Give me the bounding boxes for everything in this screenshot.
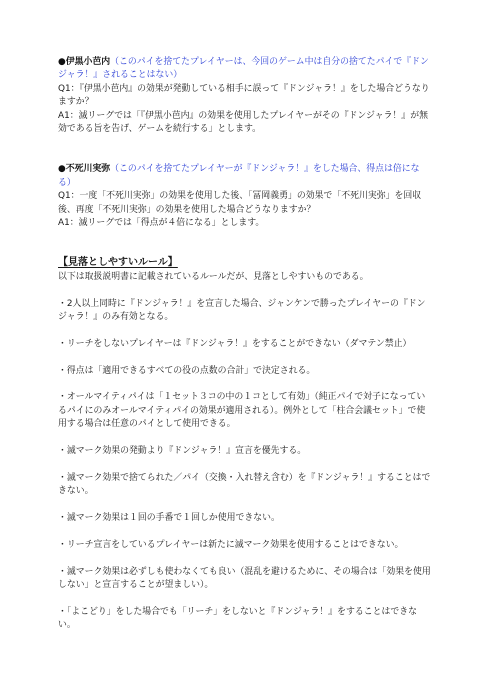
card-answer: A1：滅リーグでは「得点が４倍になる」とします。 [58,218,265,229]
rule-item: ・滅マーク効果の発動より『ドンジャラ！』宣言を優先する。 [58,446,307,457]
section-intro: 以下は取扱説明書に記載されているルールだが、見落としやすいものである。 [58,271,369,282]
card-entry-iguro [58,56,431,136]
card-name: ●伊黒小芭内 [58,57,111,67]
card-effect-note: （このパイを捨てたプレイヤーが『ドンジャラ！』をした場合、得点は倍になる） [58,164,420,188]
rule-item: ・滅マーク効果は必ずしも使わなくても良い（混乱を避けるために、その場合は「効果を使用しない」と宣言することが望ましい）。 [58,566,431,591]
card-name: ●不死川実弥 [58,164,111,175]
spacer [58,136,431,163]
spacer [58,230,431,256]
card-heading [58,163,431,190]
card-effect-note: （このパイを捨てたプレイヤーは、今回のゲーム中は自分の捨てたパイで『ドンジャラ！』されることはない） [58,57,429,81]
rules-section [58,256,431,632]
card-question: Q1：『伊黒小芭内』の効果が発動している相手に誤って『ドンジャラ！』をした場合どうなりますか？ [58,83,430,108]
section-heading: 【見落としやすいルール】 [58,257,178,269]
rule-item: ・リーチ宣言をしているプレイヤーは新たに滅マーク効果を使用することはできない。 [58,539,404,550]
rule-item: ・滅マーク効果で捨てられた／パイ（交換・入れ替え含む）を『ドンジャラ！』することはできない。 [58,472,431,497]
card-question: Q1：一度「不死川実弥」の効果を使用した後、「冨岡義勇」の効果で「不死川実弥」を回収後、再度「不死川実弥」の効果を使用した場合どうなりますか？ [58,191,422,215]
rule-item: ・「よこどり」をした場合でも「リーチ」をしないと『ドンジャラ！』をすることはできない。 [58,606,418,631]
card-heading [58,56,431,83]
card-answer: A1：滅リーグでは「『伊黒小芭内』の効果を使用したプレイヤーがその『ドンジャラ！』が無効である旨を告げ、ゲームを続行する」とします。 [58,110,428,135]
rule-item: ・滅マーク効果は１回の手番で１回しか使用できない。 [58,513,280,524]
rule-item: ・2人以上同時に『ドンジャラ！』を宣言した場合、ジャンケンで勝ったプレイヤーの『ドンジャラ！』のみ有効となる。 [58,298,426,323]
rule-item: ・リーチをしないプレイヤーは『ドンジャラ！』をすることができない（ダマテン禁止） [58,338,412,349]
card-entry-shinazugawa [58,163,431,230]
rule-item: ・得点は「適用できるすべての役の点数の合計」で決定される。 [58,365,316,376]
rule-item: ・オールマイティパイは「１セット３コの中の１コとして有効」（純正パイで対子になっているパイにのみオールマイティパイの効果が適用される）。例外として「柱合会議セット」で使用する場合は任意のパイとして使用できる。 [58,392,426,430]
